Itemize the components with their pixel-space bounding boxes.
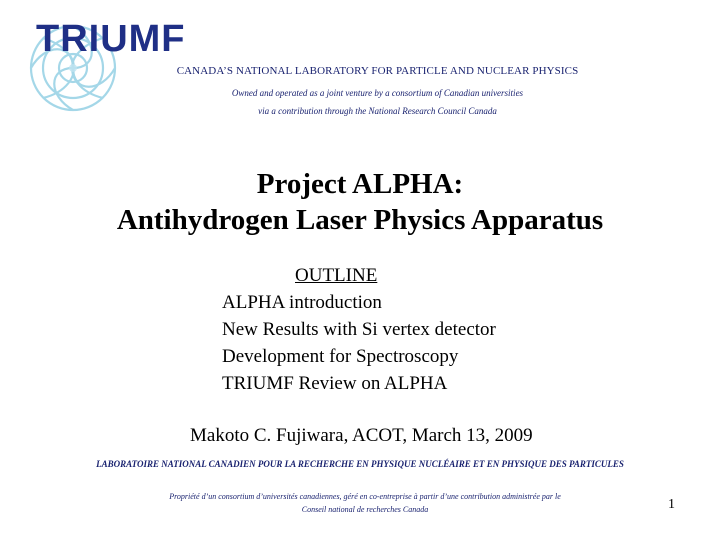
funding-line: via a contribution through the National Research Council Canada xyxy=(258,106,497,116)
french-ownership-line: Propriété d’un consortium d’universités canadiennes, géré en co-entreprise à partir d’une contribution administrée par le xyxy=(169,492,561,501)
outline-item: New Results with Si vertex detector xyxy=(222,319,496,340)
outline-item: TRIUMF Review on ALPHA xyxy=(222,373,448,394)
french-council-line: Conseil national de recherches Canada xyxy=(301,505,429,514)
slide-title-line-2: Antihydrogen Laser Physics Apparatus xyxy=(116,204,604,236)
ownership-line: Owned and operated as a joint venture by a consortium of Canadian universities xyxy=(231,88,524,98)
slide-number: 1 xyxy=(668,497,675,512)
outline-item: Development for Spectroscopy xyxy=(222,346,459,367)
author-date-line: Makoto C. Fujiwara, ACOT, March 13, 2009 xyxy=(190,425,533,446)
slide-title-line-1: Project ALPHA: xyxy=(256,168,464,200)
lab-name-heading: CANADA’S NATIONAL LABORATORY FOR PARTICLE AND NUCLEAR PHYSICS xyxy=(176,65,579,77)
french-lab-name: LABORATOIRE NATIONAL CANADIEN POUR LA RECHERCHE EN PHYSIQUE NUCLÉAIRE ET EN PHYSIQUE DES PARTICULES xyxy=(96,459,624,469)
outline-heading: OUTLINE xyxy=(295,265,378,286)
triumf-logo-text: TRIUMF xyxy=(36,18,186,60)
outline-item: ALPHA introduction xyxy=(222,292,382,313)
slide-title xyxy=(0,166,720,238)
